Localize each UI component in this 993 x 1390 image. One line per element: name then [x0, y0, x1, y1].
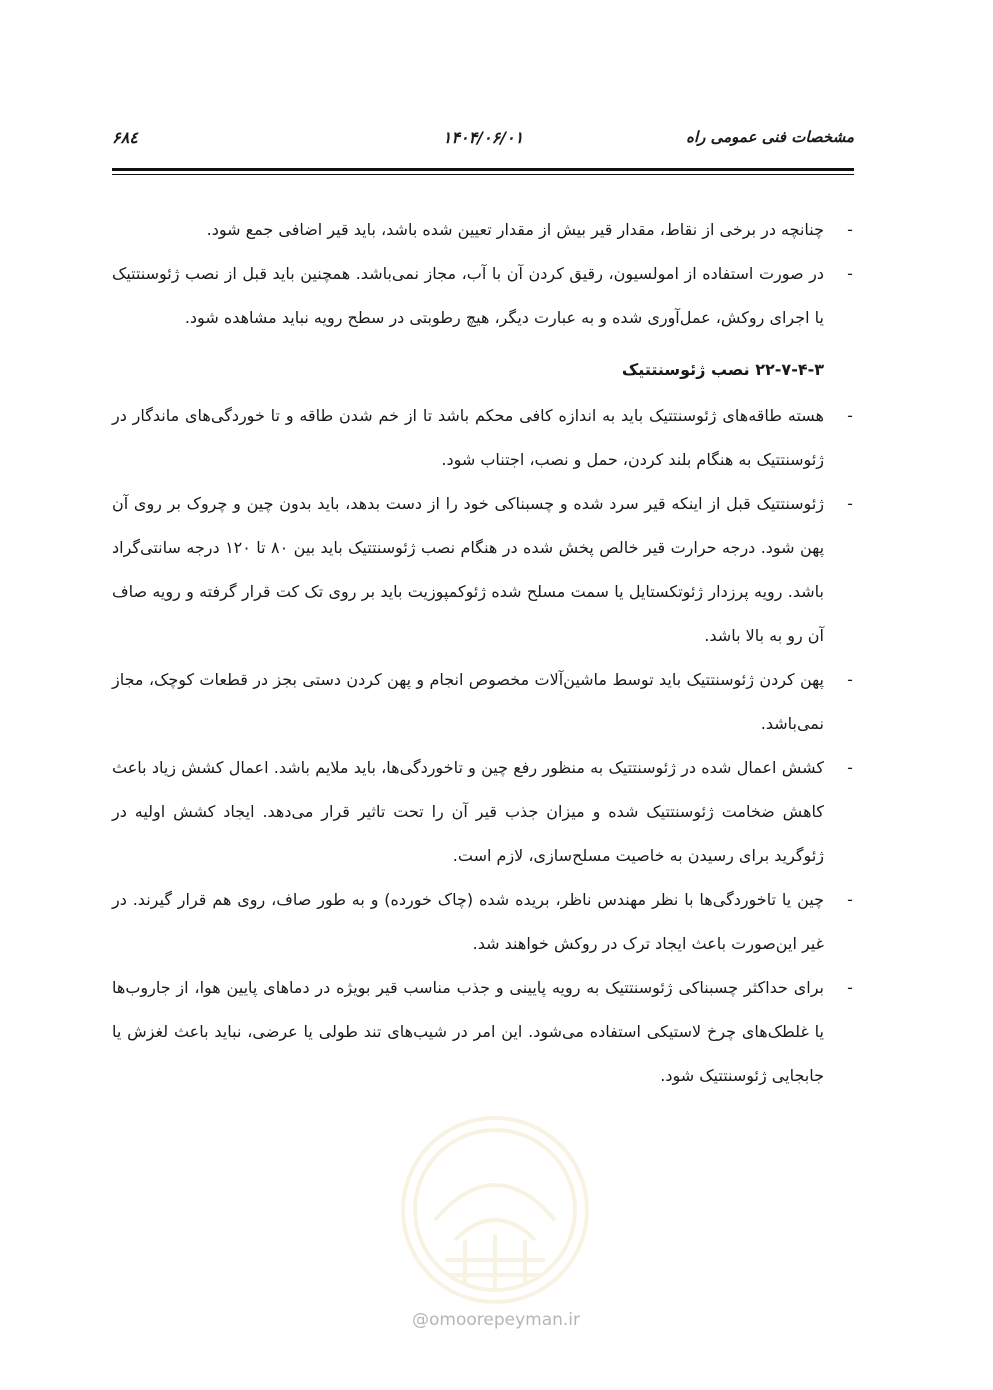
list-item-text: چنانچه در برخی از نقاط، مقدار قیر بیش از مقدار تعیین شده باشد، باید قیر اضافی جمع شود. — [206, 220, 824, 239]
bullet-dash: - — [847, 406, 853, 425]
header-date: ۱۴۰۴/۰۶/۰۱ — [442, 128, 524, 147]
page-body — [112, 208, 853, 1098]
bullet-dash: - — [847, 264, 853, 283]
watermark-text: @omoorepeyman.ir — [411, 1310, 581, 1330]
list-item — [112, 482, 853, 658]
book-title: مشخصات فنی عمومی راه — [686, 128, 854, 146]
list-item-text: کشش اعمال شده در ژئوسنتتیک به منظور رفع چین و تاخوردگی‌ها، باید ملایم باشد. اعمال کشش زیاد باعث کاهش ضخامت ژئوسنتتیک شده و میزان جذب قیر آن را تحت تاثیر قرار می‌دهد. ایجاد کشش اولیه در ژئوگرید برای رسیدن به خاصیت مسلح‌سازی، لازم است. — [112, 758, 824, 865]
list-item — [112, 966, 853, 1098]
page-header — [112, 128, 854, 158]
bullet-dash: - — [847, 494, 853, 513]
list-item-text: پهن کردن ژئوسنتتیک باید توسط ماشین‌آلات مخصوص انجام و پهن کردن دستی بجز در قطعات کوچک، مجاز نمی‌باشد. — [112, 670, 824, 733]
list-item — [112, 394, 853, 482]
header-rule-thick — [112, 168, 854, 171]
list-item — [112, 746, 853, 878]
list-item-text: هسته طاقه‌های ژئوسنتتیک باید به اندازه کافی محکم باشد تا از خم شدن طاقه و تا خوردگی‌های ماندگار در ژئوسنتتیک به هنگام بلند کردن، حمل و نصب، اجتناب شود. — [112, 406, 824, 469]
bullet-dash: - — [847, 220, 853, 239]
list-item — [112, 208, 853, 252]
bullet-dash: - — [847, 758, 853, 777]
list-item — [112, 878, 853, 966]
watermark-logo — [395, 1110, 595, 1310]
list-item-text: در صورت استفاده از امولسیون، رقیق کردن آن با آب، مجاز نمی‌باشد. همچنین باید قبل از نصب ژئوسنتتیک یا اجرای روکش، عمل‌آوری شده و به عبارت دیگر، هیچ رطوبتی در سطح رویه نباید مشاهده شود. — [112, 264, 824, 327]
list-item-text: برای حداکثر چسبناکی ژئوسنتتیک به رویه پایینی و جذب مناسب قیر بویژه در دماهای پایین هوا، از جاروب‌ها یا غلطک‌های چرخ لاستیکی استفاده می‌شود. این امر در شیب‌های تند طولی یا عرضی، نباید باعث لغزش یا جابجایی ژئوسنتتیک شود. — [112, 978, 824, 1085]
list-item-text: ژئوسنتتیک قبل از اینکه قیر سرد شده و چسبناکی خود را از دست بدهد، باید بدون چین و چروک بر روی آن پهن شود. درجه حرارت قیر خالص پخش شده در هنگام نصب ژئوسنتتیک باید بین ۸۰ تا ۱۲۰ درجه سانتی‌گراد باشد. رویه پرزدار ژئوتکستایل یا سمت مسلح شده ژئوکمپوزیت باید بر روی تک کت قرار گرفته و رویه صاف آن رو به بالا باشد. — [112, 494, 825, 645]
list-item-text: چین یا تاخوردگی‌ها با نظر مهندس ناظر، بریده شده (چاک خورده) و به طور صاف، روی هم قرار گیرند. در غیر این‌صورت باعث ایجاد ترک در روکش خواهند شد. — [112, 890, 824, 953]
section-heading: ۲۲-۷-۴-۳ نصب ژئوسنتتیک — [621, 360, 824, 379]
bullet-dash: - — [847, 670, 853, 689]
bullet-dash: - — [847, 978, 853, 997]
header-rule-thin — [112, 174, 854, 175]
bullet-dash: - — [847, 890, 853, 909]
list-item — [112, 658, 853, 746]
page-number: ۶۸٤ — [112, 128, 138, 147]
list-item — [112, 252, 853, 340]
